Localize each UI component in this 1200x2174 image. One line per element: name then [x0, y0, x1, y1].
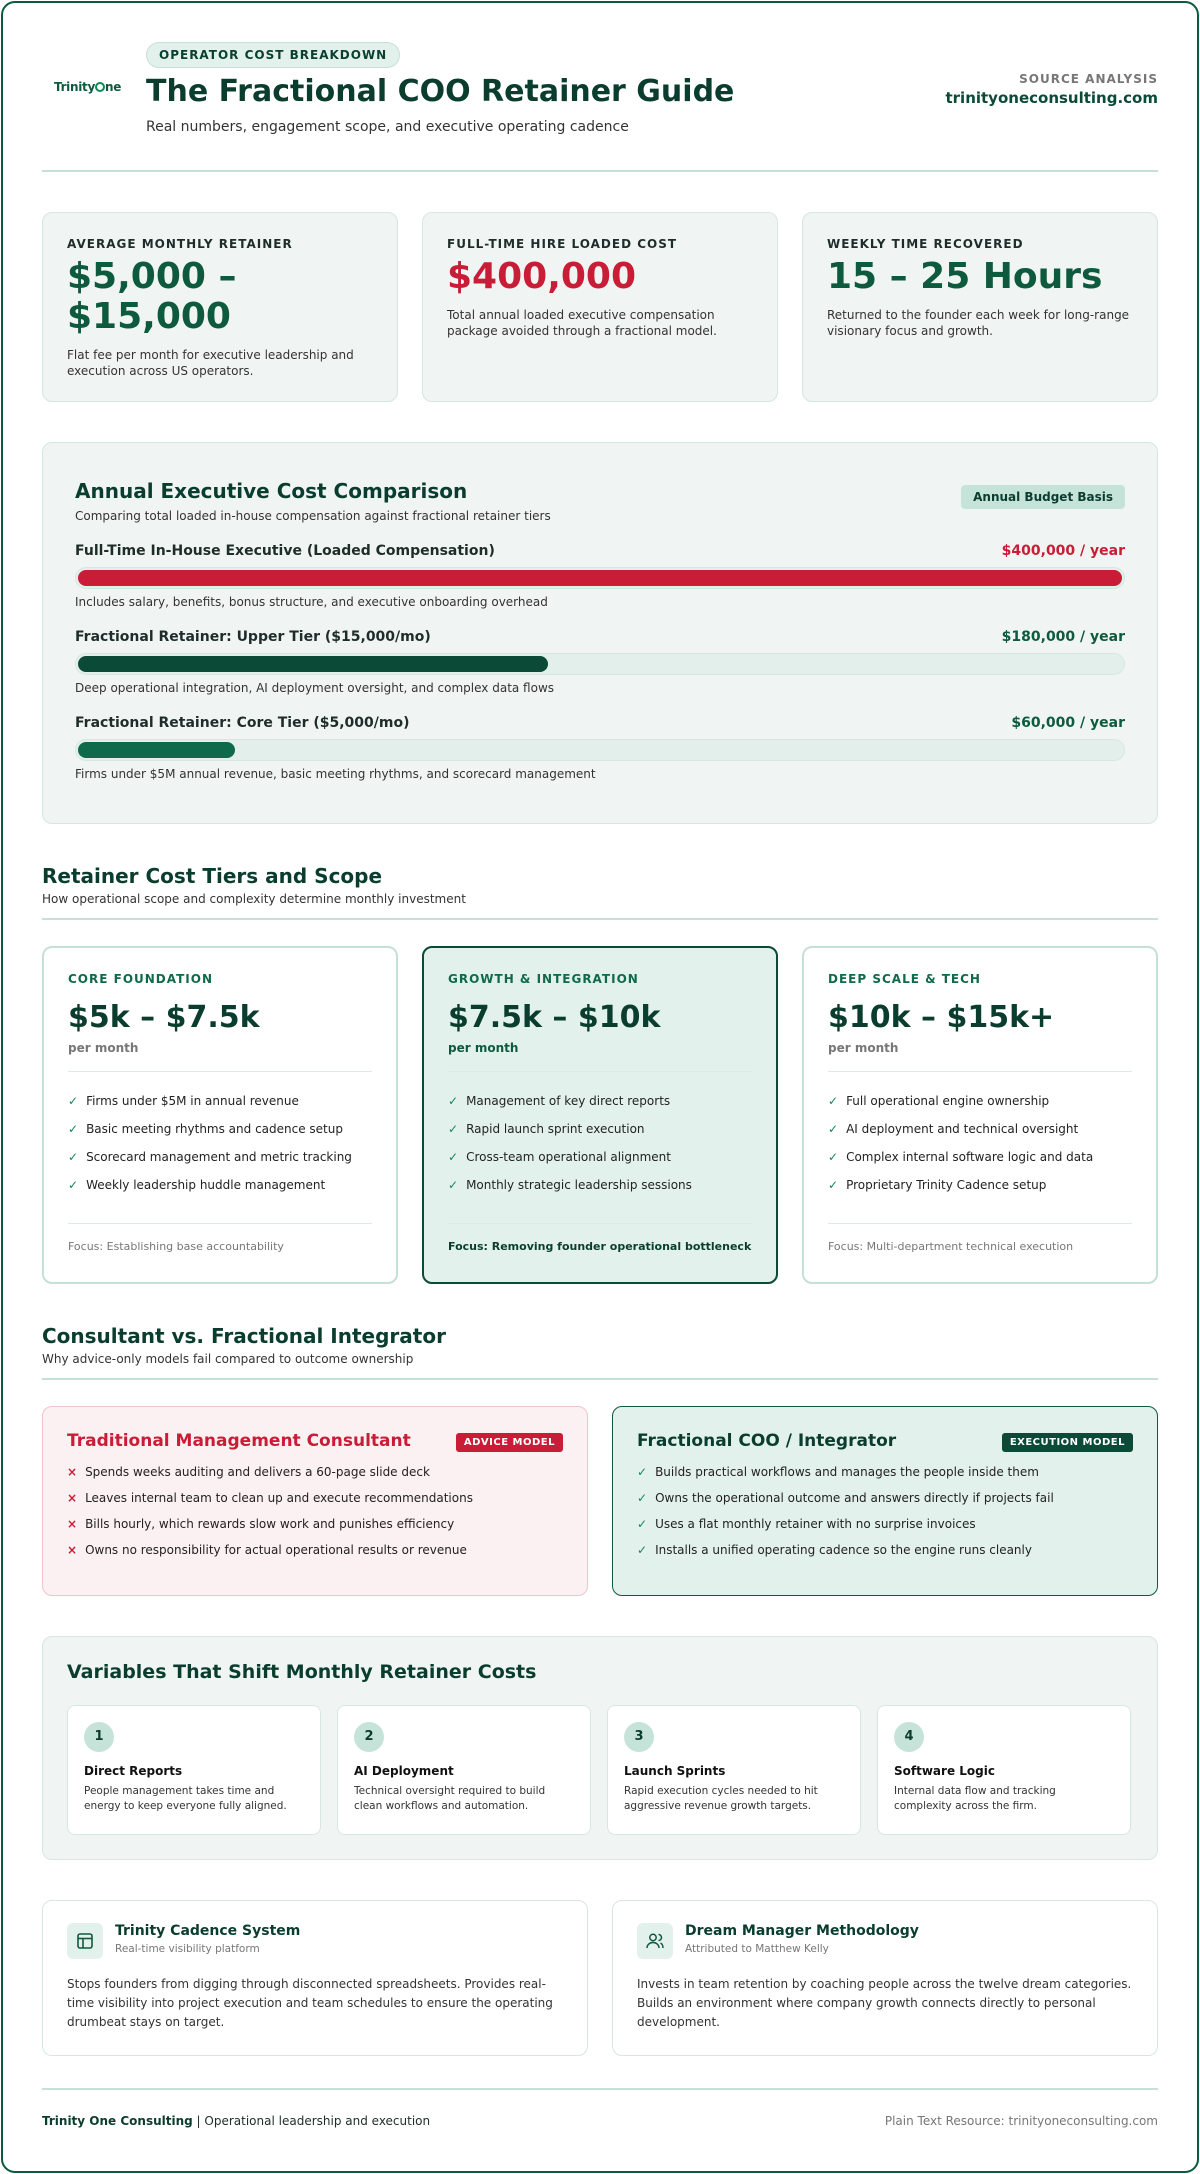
variable-number: 4 — [894, 1722, 924, 1752]
tier-card-growth — [422, 946, 778, 1284]
footer-tagline: | Operational leadership and execution — [192, 2114, 431, 2128]
stat-card-hire-cost — [422, 212, 778, 402]
check-icon: ✓ — [448, 1122, 459, 1136]
bar-amount: $180,000 / year — [1001, 629, 1125, 645]
variable-title: Direct Reports — [84, 1764, 183, 1778]
page-title: The Fractional COO Retainer Guide — [146, 74, 735, 109]
tier-focus: Focus: Establishing base accountability — [68, 1223, 372, 1253]
check-icon: ✓ — [68, 1178, 79, 1192]
list-item: × Bills hourly, which rewards slow work and punishes efficiency — [67, 1517, 455, 1531]
tier-price: $7.5k – $10k — [448, 1000, 661, 1035]
stat-desc: Returned to the founder each week for long-range visionary focus and growth. — [827, 308, 1130, 338]
vs-section-heading — [42, 1324, 1158, 1380]
bar-note: Deep operational integration, AI deployment oversight, and complex data flows — [75, 681, 555, 695]
stat-label: FULL-TIME HIRE LOADED COST — [447, 237, 678, 251]
list-item: ✓ Management of key direct reports — [448, 1094, 671, 1108]
stat-label: AVERAGE MONTHLY RETAINER — [67, 237, 293, 251]
variable-title: Software Logic — [894, 1764, 995, 1778]
bar-amount: $400,000 / year — [1001, 543, 1125, 559]
check-icon: ✓ — [828, 1094, 839, 1108]
list-item: ✓ Scorecard management and metric tracking — [68, 1150, 352, 1164]
section-title: Retainer Cost Tiers and Scope — [42, 864, 383, 888]
comparison-title: Annual Executive Cost Comparison — [75, 479, 468, 503]
check-icon: ✓ — [448, 1178, 459, 1192]
check-icon: ✓ — [68, 1094, 79, 1108]
variable-card-ai-deployment — [337, 1705, 591, 1835]
comparison-subtitle: Comparing total loaded in-house compensation against fractional retainer tiers — [75, 509, 551, 523]
check-icon: ✓ — [448, 1094, 459, 1108]
check-icon: ✓ — [828, 1150, 839, 1164]
bar-row-upper-tier — [75, 629, 1125, 695]
bar-label: Fractional Retainer: Core Tier ($5,000/mo) — [75, 715, 410, 731]
check-icon: ✓ — [637, 1465, 648, 1479]
tier-card-deep-scale — [802, 946, 1158, 1284]
cross-icon: × — [67, 1517, 78, 1531]
dashboard-icon — [67, 1923, 103, 1959]
check-icon: ✓ — [828, 1122, 839, 1136]
bar-track — [75, 567, 1125, 589]
feature-title: Dream Manager Methodology — [685, 1923, 919, 1939]
list-item: × Leaves internal team to clean up and execute recommendations — [67, 1491, 473, 1505]
list-item: ✓ Full operational engine ownership — [828, 1094, 1050, 1108]
feature-desc: Invests in team retention by coaching people across the twelve dream categories. Builds an environment where company growth connects directly to personal development. — [637, 1977, 1132, 2029]
list-item: ✓ Firms under $5M in annual revenue — [68, 1094, 299, 1108]
bar-row-core-tier — [75, 715, 1125, 781]
variable-desc: Rapid execution cycles needed to hit aggressive revenue growth targets. — [624, 1785, 818, 1812]
integrator-card — [612, 1406, 1158, 1596]
list-item: ✓ Monthly strategic leadership sessions — [448, 1178, 692, 1192]
footer-left — [42, 2114, 430, 2128]
variables-title: Variables That Shift Monthly Retainer Costs — [67, 1661, 537, 1683]
advice-model-badge: ADVICE MODEL — [456, 1433, 563, 1452]
stat-desc: Total annual loaded executive compensation package avoided through a fractional model. — [447, 308, 717, 338]
list-item: ✓ Builds practical workflows and manages the people inside them — [637, 1465, 1039, 1479]
page-content — [42, 0, 1158, 2128]
source-label: SOURCE ANALYSIS — [1019, 72, 1158, 86]
variable-desc: People management takes time and energy to keep everyone fully aligned. — [84, 1785, 287, 1812]
variable-title: AI Deployment — [354, 1764, 454, 1778]
budget-basis-badge: Annual Budget Basis — [961, 485, 1125, 509]
list-item: × Spends weeks auditing and delivers a 60-page slide deck — [67, 1465, 430, 1479]
variable-card-software-logic — [877, 1705, 1131, 1835]
bar-row-fulltime — [75, 543, 1125, 609]
tier-price: $10k – $15k+ — [828, 1000, 1055, 1035]
stat-value: $5,000 – $15,000 — [67, 256, 237, 337]
variable-desc: Technical oversight required to build clean workflows and automation. — [354, 1785, 546, 1812]
list-item: ✓ Uses a flat monthly retainer with no surprise invoices — [637, 1517, 976, 1531]
category-pill: OPERATOR COST BREAKDOWN — [146, 42, 400, 68]
footer — [42, 2088, 1158, 2128]
bar-fill-fulltime — [78, 570, 1122, 586]
bar-fill-core-tier — [78, 742, 235, 758]
variable-card-direct-reports — [67, 1705, 321, 1835]
stat-value: $400,000 — [447, 256, 637, 297]
bar-amount: $60,000 / year — [1011, 715, 1125, 731]
bar-note: Includes salary, benefits, bonus structure, and executive onboarding overhead — [75, 595, 548, 609]
tier-focus: Focus: Removing founder operational bottleneck — [448, 1223, 752, 1253]
section-title: Consultant vs. Fractional Integrator — [42, 1324, 446, 1348]
feature-subtitle: Attributed to Matthew Kelly — [685, 1943, 829, 1955]
integrator-title: Fractional COO / Integrator — [637, 1431, 897, 1451]
footer-resource-link[interactable]: Plain Text Resource: trinityoneconsulting.com — [884, 2114, 1158, 2128]
feature-card-dream-manager — [612, 1900, 1158, 2056]
tier-name: GROWTH & INTEGRATION — [448, 972, 639, 986]
variables-panel — [42, 1636, 1158, 1860]
check-icon: ✓ — [637, 1517, 648, 1531]
logo-o-icon — [95, 82, 105, 92]
tier-feature-list — [68, 1071, 372, 1223]
tier-card-core — [42, 946, 398, 1284]
stat-card-retainer — [42, 212, 398, 402]
consultant-title: Traditional Management Consultant — [67, 1431, 411, 1451]
stat-card-time-recovered — [802, 212, 1158, 402]
footer-brand: Trinity One Consulting — [42, 2114, 193, 2128]
list-item: × Owns no responsibility for actual operational results or revenue — [67, 1543, 467, 1557]
list-item: ✓ Cross-team operational alignment — [448, 1150, 671, 1164]
tier-name: CORE FOUNDATION — [68, 972, 214, 986]
check-icon: ✓ — [828, 1178, 839, 1192]
bar-note: Firms under $5M annual revenue, basic meeting rhythms, and scorecard management — [75, 767, 596, 781]
tiers-section-heading — [42, 864, 1158, 920]
bar-track — [75, 653, 1125, 675]
list-item: ✓ Basic meeting rhythms and cadence setup — [68, 1122, 343, 1136]
section-subtitle: How operational scope and complexity determine monthly investment — [42, 892, 466, 906]
tier-period: per month — [448, 1041, 519, 1055]
list-item: ✓ AI deployment and technical oversight — [828, 1122, 1079, 1136]
tier-focus: Focus: Multi-department technical execution — [828, 1223, 1132, 1253]
stat-cards — [42, 212, 1158, 402]
stat-value: 15 – 25 Hours — [827, 256, 1103, 297]
consultant-list — [67, 1465, 563, 1557]
users-icon — [637, 1923, 673, 1959]
list-item: ✓ Owns the operational outcome and answers directly if projects fail — [637, 1491, 1054, 1505]
cross-icon: × — [67, 1491, 78, 1505]
feature-card-cadence-system — [42, 1900, 588, 2056]
stat-label: WEEKLY TIME RECOVERED — [827, 237, 1024, 251]
cost-comparison-panel — [42, 442, 1158, 824]
execution-model-badge: EXECUTION MODEL — [1002, 1433, 1133, 1452]
check-icon: ✓ — [68, 1150, 79, 1164]
bar-fill-upper-tier — [78, 656, 548, 672]
list-item: ✓ Installs a unified operating cadence so the engine runs cleanly — [637, 1543, 1032, 1557]
stat-desc: Flat fee per month for executive leadership and execution across US operators. — [67, 348, 354, 378]
list-item: ✓ Rapid launch sprint execution — [448, 1122, 645, 1136]
check-icon: ✓ — [68, 1122, 79, 1136]
tier-period: per month — [68, 1041, 139, 1055]
tier-period: per month — [828, 1041, 899, 1055]
variable-number: 1 — [84, 1722, 114, 1752]
cross-icon: × — [67, 1465, 78, 1479]
bar-label: Full-Time In-House Executive (Loaded Compensation) — [75, 543, 495, 559]
tier-name: DEEP SCALE & TECH — [828, 972, 981, 986]
list-item: ✓ Complex internal software logic and data — [828, 1150, 1094, 1164]
feature-desc: Stops founders from digging through disconnected spreadsheets. Provides real-time visibility into project execution and team schedules to ensure the operating drumbeat stays on target. — [67, 1977, 553, 2029]
check-icon: ✓ — [637, 1491, 648, 1505]
logo: Trinity ne — [54, 80, 122, 94]
variable-desc: Internal data flow and tracking complexity across the firm. — [894, 1785, 1056, 1812]
bar-track — [75, 739, 1125, 761]
section-subtitle: Why advice-only models fail compared to outcome ownership — [42, 1352, 414, 1366]
tier-feature-list — [828, 1071, 1132, 1223]
consultant-card — [42, 1406, 588, 1596]
integrator-list — [637, 1465, 1133, 1557]
list-item: ✓ Proprietary Trinity Cadence setup — [828, 1178, 1047, 1192]
page-subtitle: Real numbers, engagement scope, and executive operating cadence — [146, 119, 629, 135]
variable-card-launch-sprints — [607, 1705, 861, 1835]
tier-price: $5k – $7.5k — [68, 1000, 260, 1035]
feature-title: Trinity Cadence System — [115, 1923, 301, 1939]
feature-subtitle: Real-time visibility platform — [115, 1943, 260, 1955]
bar-label: Fractional Retainer: Upper Tier ($15,000/mo) — [75, 629, 431, 645]
check-icon: ✓ — [448, 1150, 459, 1164]
header — [42, 0, 1158, 172]
variable-number: 3 — [624, 1722, 654, 1752]
source-link[interactable]: trinityoneconsulting.com — [945, 89, 1158, 107]
list-item: ✓ Weekly leadership huddle management — [68, 1178, 326, 1192]
variable-title: Launch Sprints — [624, 1764, 726, 1778]
variable-number: 2 — [354, 1722, 384, 1752]
check-icon: ✓ — [637, 1543, 648, 1557]
cross-icon: × — [67, 1543, 78, 1557]
tier-feature-list — [448, 1071, 752, 1223]
